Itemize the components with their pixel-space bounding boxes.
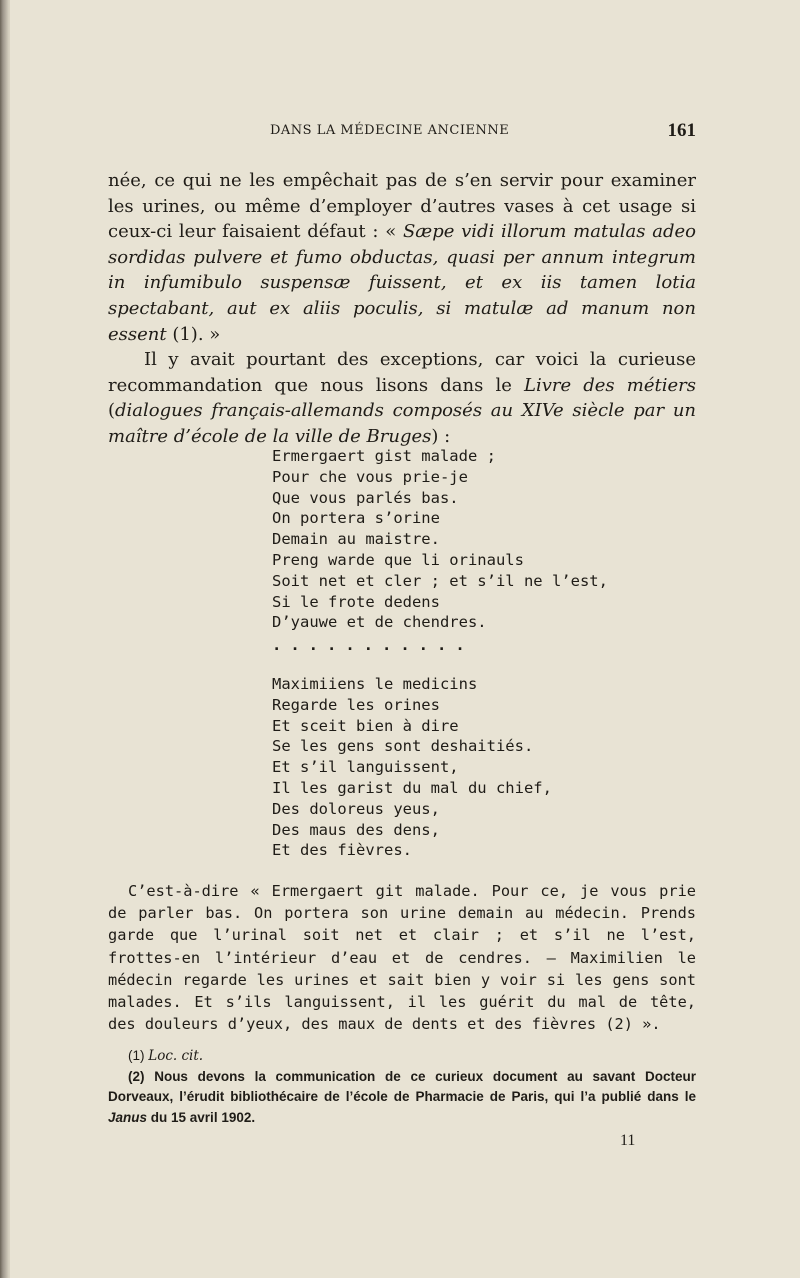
journal-title: Janus bbox=[108, 1109, 148, 1125]
verse-line: Et s’il languissent, bbox=[272, 758, 459, 777]
verse-line: Des maus des dens, bbox=[272, 820, 440, 839]
paragraph-1 bbox=[108, 168, 696, 347]
verse-line: Regarde les orines bbox=[272, 695, 440, 714]
verse-line: Preng warde que li orinauls bbox=[272, 550, 524, 569]
verse-line: Et sceit bien à dire bbox=[272, 716, 459, 735]
footnote-1-text: Loc. cit. bbox=[148, 1048, 204, 1064]
footnote-2-text: (2) Nous devons la communication de ce curieux document au savant Docteur Dorveaux, l’érudit bibliothécaire de l’école de Pharmacie de Paris, qui l’a publié dans le bbox=[108, 1068, 696, 1104]
paragraph-1-text-a: née, ce qui ne les empêchait pas de s’en servir pour examiner les urines, ou même d’employer d’autres vases à cet usage si ceux-ci leur faisaient défaut : « bbox=[108, 170, 696, 243]
footnote-1 bbox=[108, 1046, 696, 1067]
verse-ellipsis: ........... bbox=[272, 636, 474, 655]
paragraph-2-text-b: ( bbox=[108, 400, 116, 422]
verse-line: Soit net et cler ; et s’il ne l’est, bbox=[272, 571, 608, 590]
verse-quotation bbox=[272, 446, 608, 861]
verse-line: Et des fièvres. bbox=[272, 841, 412, 860]
paragraph-1-text-b: (1). » bbox=[166, 323, 221, 345]
paragraph-2-text-c: ) : bbox=[431, 425, 451, 447]
body-text bbox=[108, 168, 696, 450]
running-title: DANS LA MÉDECINE ANCIENNE bbox=[270, 123, 510, 138]
page-number: 161 bbox=[667, 120, 696, 141]
verse-line: D’yauwe et de chendres. bbox=[272, 613, 487, 632]
footnote-2 bbox=[108, 1067, 696, 1129]
verse-line: Pour che vous prie-je bbox=[272, 467, 468, 486]
footnotes bbox=[108, 1046, 696, 1128]
verse-line: Se les gens sont deshaitiés. bbox=[272, 737, 534, 756]
verse-line: Si le frote dedens bbox=[272, 592, 440, 611]
footnote-1-marker: (1) bbox=[128, 1048, 149, 1063]
verse-line: Que vous parlés bas. bbox=[272, 488, 459, 507]
book-title: Livre des métiers bbox=[524, 374, 697, 396]
signature-mark: 11 bbox=[620, 1132, 636, 1149]
paragraph-2-text-a: Il y avait pourtant des exceptions, car voici la curieuse recommandation que nous lisons dans le bbox=[108, 349, 696, 396]
translation-paragraph: C’est-à-dire « Ermergaert git malade. Pour ce, je vous prie de parler bas. On portera son urine demain au médecin. Prends garde que l’urinal soit net et clair ; et s’il ne l’est, frottes-en l’intérieur d’eau et de cendres. — Maximilien le médecin regarde les urines et sait bien y voir si les gens sont malades. Et s’ils languissent, il les guérit du mal de tête, des douleurs d’yeux, des maux de dents et des fièvres (2) ». bbox=[108, 882, 696, 1034]
stanza-gap bbox=[272, 660, 572, 674]
book-description: dialogues français-allemands composés au XIVe siècle par un maître d’école de la ville de Bruges bbox=[108, 400, 696, 447]
paragraph-2 bbox=[108, 347, 696, 449]
verse-line: On portera s’orine bbox=[272, 509, 440, 528]
book-spine-edge bbox=[0, 0, 10, 1278]
verse-line: Il les garist du mal du chief, bbox=[272, 778, 552, 797]
verse-line: Ermergaert gist malade ; bbox=[272, 447, 496, 465]
footnote-2-end: du 15 avril 1902. bbox=[147, 1109, 256, 1125]
verse-line: Des doloreus yeus, bbox=[272, 799, 440, 818]
translation bbox=[108, 880, 696, 1035]
verse-line: Maximiiens le medicins bbox=[272, 674, 478, 693]
latin-quotation: Sæpe vidi illorum matulas adeo sordidas pulvere et fumo obductas, quasi per annum integrum in infumibulo suspensæ fuissent, et ex iis tamen lotia spectabant, aut ex aliis poculis, si matulæ ad manum non essent bbox=[108, 221, 697, 345]
running-head bbox=[108, 120, 696, 150]
verse-line: Demain au maistre. bbox=[272, 530, 440, 549]
